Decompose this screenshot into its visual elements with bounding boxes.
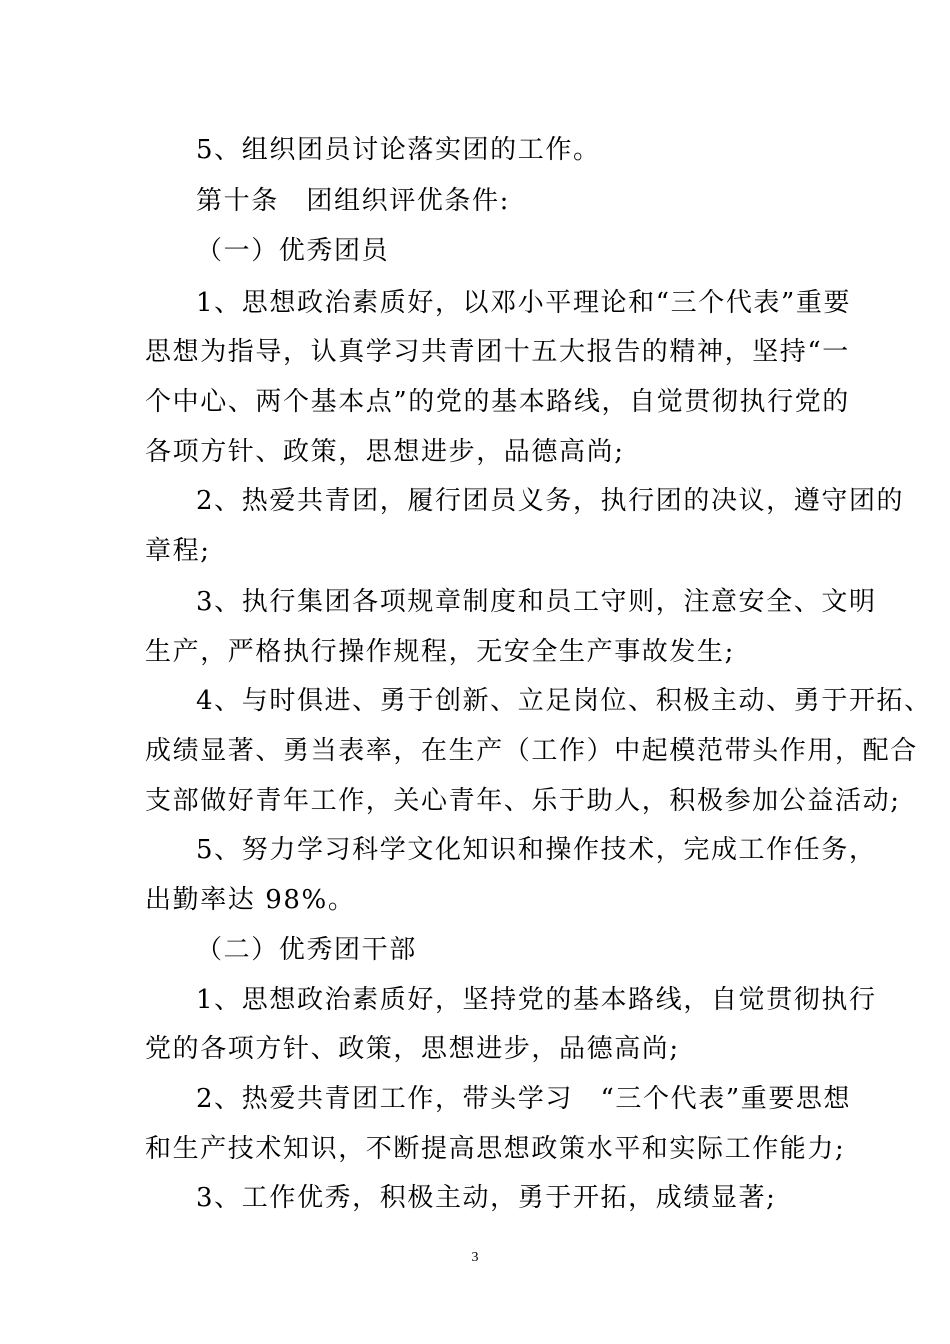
paragraph-line: 成绩显著、勇当表率，在生产（工作）中起模范带头作用，配合	[145, 736, 918, 766]
paragraph-line: 各项方针、政策，思想进步，品德高尚;	[145, 437, 625, 467]
paragraph-line: 生产，严格执行操作规程，无安全生产事故发生;	[145, 637, 735, 667]
paragraph-line: 3、执行集团各项规章制度和员工守则，注意安全、文明	[196, 587, 877, 617]
paragraph-line: 个中心、两个基本点”的党的基本路线，自觉贯彻执行党的	[145, 387, 850, 417]
paragraph-line: 1、思想政治素质好，坚持党的基本路线，自觉贯彻执行	[196, 985, 877, 1015]
paragraph-line: 支部做好青年工作，关心青年、乐于助人，积极参加公益活动;	[145, 786, 901, 816]
paragraph-line: 思想为指导，认真学习共青团十五大报告的精神，坚持“一	[145, 337, 850, 367]
paragraph-line: 出勤率达 98%。	[145, 885, 356, 915]
section-heading-excellent-cadre: （二）优秀团干部	[196, 935, 417, 965]
section-heading-excellent-member: （一）优秀团员	[196, 236, 390, 266]
paragraph-line: 和生产技术知识，不断提高思想政策水平和实际工作能力;	[145, 1134, 846, 1164]
article-ten-heading: 第十条 团组织评优条件:	[196, 186, 510, 216]
paragraph-line: 4、与时俱进、勇于创新、立足岗位、积极主动、勇于开拓、	[196, 686, 932, 716]
paragraph-line: 2、热爱共青团，履行团员义务，执行团的决议，遵守团的	[196, 486, 905, 516]
paragraph-item-5-organize-discussion: 5、组织团员讨论落实团的工作。	[196, 135, 601, 165]
paragraph-line: 2、热爱共青团工作，带头学习 “三个代表”重要思想	[196, 1084, 852, 1114]
paragraph-line: 1、思想政治素质好，以邓小平理论和“三个代表”重要	[196, 288, 852, 318]
page-number: 3	[471, 1250, 479, 1265]
paragraph-line: 5、努力学习科学文化知识和操作技术，完成工作任务，	[196, 835, 877, 865]
paragraph-line: 党的各项方针、政策，思想进步，品德高尚;	[145, 1034, 680, 1064]
paragraph-line: 3、工作优秀，积极主动，勇于开拓，成绩显著;	[196, 1183, 777, 1213]
paragraph-line: 章程;	[145, 536, 211, 566]
